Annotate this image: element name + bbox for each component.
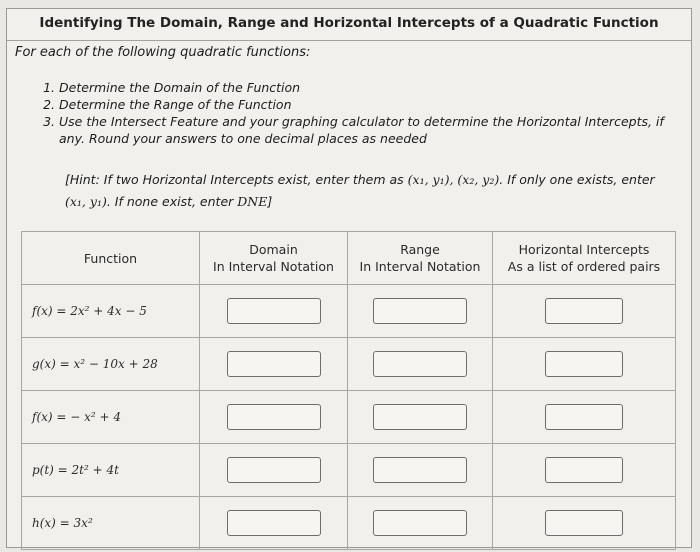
range-input[interactable] <box>373 404 467 430</box>
range-input[interactable] <box>373 351 467 377</box>
function-cell: g(x) = x² − 10x + 28 <box>22 338 200 391</box>
intercepts-input[interactable] <box>545 457 623 483</box>
table-header-row <box>22 232 676 285</box>
column-header-intercepts: Horizontal Intercepts As a list of ordered pairs <box>493 232 676 285</box>
function-cell: h(x) = 3x² <box>22 497 200 550</box>
column-header-function: Function <box>22 232 200 285</box>
table-row <box>22 497 676 550</box>
intercepts-input[interactable] <box>545 510 623 536</box>
task-list <box>37 79 674 147</box>
table-row <box>22 391 676 444</box>
function-cell: p(t) = 2t² + 4t <box>22 444 200 497</box>
hint-part: . If none exist, enter <box>106 194 238 209</box>
intercepts-input[interactable] <box>545 351 623 377</box>
table-row <box>22 444 676 497</box>
domain-input[interactable] <box>227 404 321 430</box>
hint-text <box>65 169 665 213</box>
function-cell: f(x) = 2x² + 4x − 5 <box>22 285 200 338</box>
answer-table <box>21 231 676 550</box>
domain-input[interactable] <box>227 298 321 324</box>
hint-part: ] <box>267 194 273 209</box>
range-input[interactable] <box>373 298 467 324</box>
domain-input[interactable] <box>227 351 321 377</box>
intercepts-input[interactable] <box>545 404 623 430</box>
range-input[interactable] <box>373 457 467 483</box>
range-input[interactable] <box>373 510 467 536</box>
domain-input[interactable] <box>227 510 321 536</box>
intercepts-input[interactable] <box>545 298 623 324</box>
instructions-intro: For each of the following quadratic functions: <box>15 45 311 60</box>
column-header-range: Range In Interval Notation <box>348 232 493 285</box>
hint-part: [Hint: If two Horizontal Intercepts exist, enter them as <box>65 172 408 187</box>
column-header-domain: Domain In Interval Notation <box>200 232 348 285</box>
page-title: Identifying The Domain, Range and Horizontal Intercepts of a Quadratic Function <box>39 15 659 31</box>
title-divider <box>7 40 691 41</box>
hint-part: . If only one exists, enter <box>499 172 655 187</box>
task-item: 2. Determine the Range of the Function <box>59 96 674 113</box>
table-row <box>22 285 676 338</box>
task-item: 1. Determine the Domain of the Function <box>59 79 674 96</box>
domain-input[interactable] <box>227 457 321 483</box>
function-cell: f(x) = − x² + 4 <box>22 391 200 444</box>
hint-math-dne: DNE <box>237 194 268 209</box>
hint-math-two-points: (x₁, y₁), (x₂, y₂) <box>407 172 500 187</box>
hint-math-one-point: (x₁, y₁) <box>65 194 107 209</box>
task-item: 3. Use the Intersect Feature and your graphing calculator to determine the Horizontal Intercepts, if any. Round your answers to one decimal places as needed <box>59 113 674 147</box>
table-row <box>22 338 676 391</box>
worksheet <box>6 8 692 548</box>
